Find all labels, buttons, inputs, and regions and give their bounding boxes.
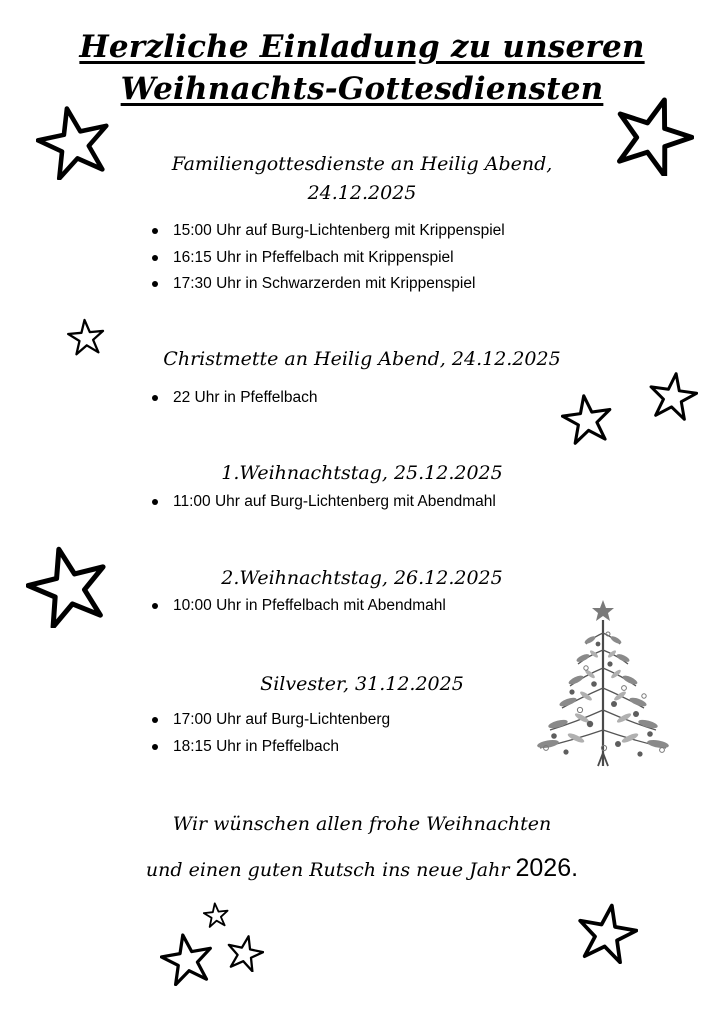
star-icon (26, 544, 110, 628)
service-list-2-weihnachtstag (150, 593, 446, 620)
closing-line-2-text: und einen guten Rutsch ins neue Jahr (145, 859, 510, 881)
star-icon (576, 902, 638, 964)
service-list-christmette (150, 385, 317, 412)
list-item: 18:15 Uhr in Pfeffelbach (150, 734, 390, 761)
christmas-tree-icon (528, 598, 678, 770)
star-icon (226, 934, 264, 972)
service-list-silvester (150, 707, 390, 760)
heading-line: 1.Weihnachtstag, 25.12.2025 (221, 462, 503, 484)
section-heading-1-weihnachtstag (0, 461, 724, 485)
title-line-1: Herzliche Einladung zu unseren (79, 29, 645, 65)
service-list-1-weihnachtstag (150, 489, 496, 516)
list-item: 15:00 Uhr auf Burg-Lichtenberg mit Krippenspiel (150, 218, 505, 245)
list-item: 10:00 Uhr in Pfeffelbach mit Abendmahl (150, 593, 446, 620)
star-icon (36, 104, 112, 180)
section-heading-christmette (0, 347, 724, 371)
closing-line-2 (0, 856, 724, 882)
heading-line: 2.Weihnachtstag, 26.12.2025 (221, 567, 503, 589)
heading-date: 24.12.2025 (307, 182, 417, 204)
closing-year: 2026. (515, 854, 579, 882)
star-icon (160, 932, 214, 986)
list-item: 17:00 Uhr auf Burg-Lichtenberg (150, 707, 390, 734)
heading-line: Silvester, 31.12.2025 (260, 673, 464, 695)
star-icon (612, 94, 694, 176)
list-item: 11:00 Uhr auf Burg-Lichtenberg mit Abendmahl (150, 489, 496, 516)
heading-line: Familiengottesdienste an Heilig Abend, (171, 153, 553, 175)
list-item: 17:30 Uhr in Schwarzerden mit Krippenspiel (150, 271, 505, 298)
list-item: 16:15 Uhr in Pfeffelbach mit Krippenspiel (150, 245, 505, 272)
star-icon (203, 902, 229, 928)
closing-line-1: Wir wünschen allen frohe Weihnachten (172, 813, 552, 835)
star-icon (67, 318, 105, 356)
title-line-2: Weihnachts-Gottesdiensten (120, 71, 604, 107)
heading-line: Christmette an Heilig Abend, 24.12.2025 (163, 348, 561, 370)
service-list-familiengottesdienste (150, 218, 505, 298)
list-item: 22 Uhr in Pfeffelbach (150, 385, 317, 412)
star-icon (648, 371, 698, 421)
star-icon (561, 393, 613, 445)
